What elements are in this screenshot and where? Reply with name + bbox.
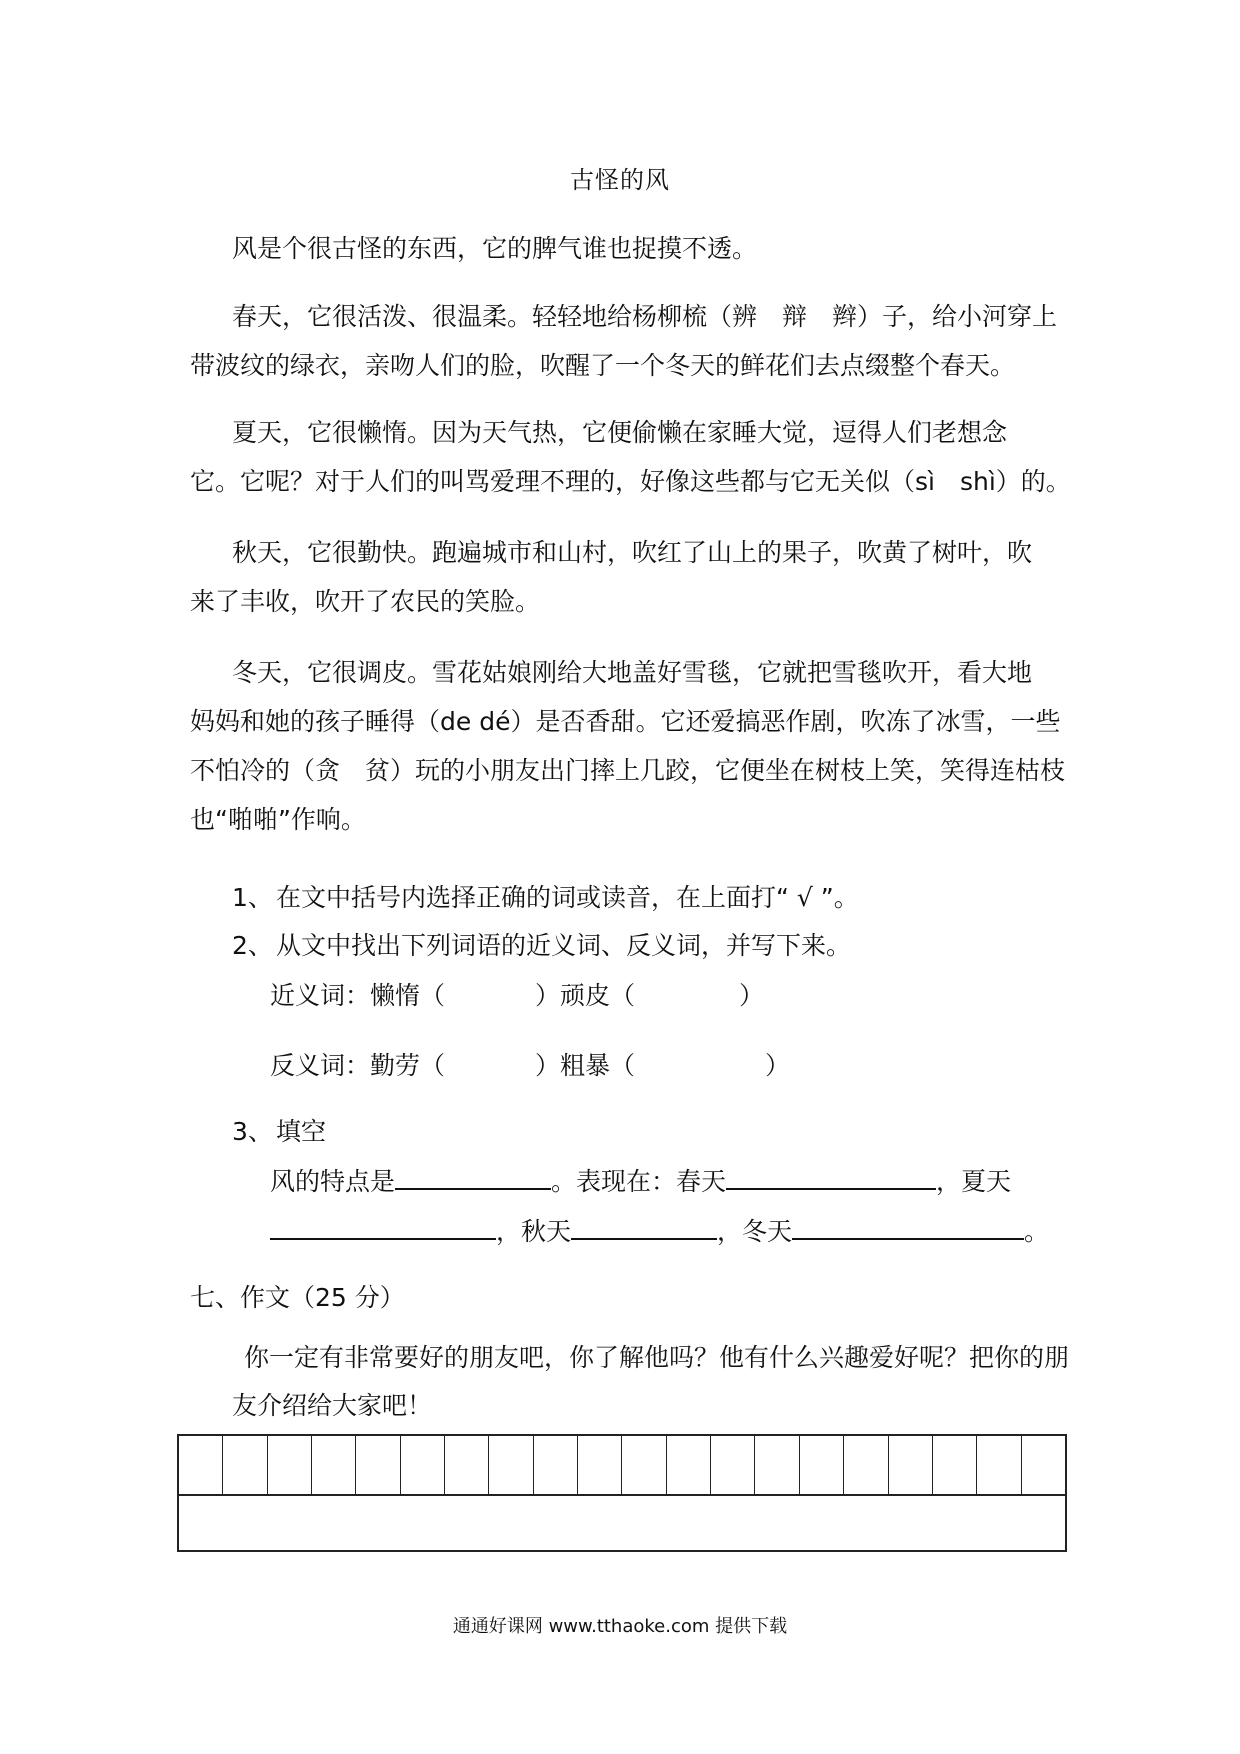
writing-cell[interactable] (268, 1436, 312, 1494)
antonym-mid: ）粗暴（ (535, 1051, 636, 1080)
writing-cell[interactable] (223, 1436, 267, 1494)
paragraph-line: 带波纹的绿衣，亲吻人们的脸，吹醒了一个冬天的鲜花们去点缀整个春天。 (190, 351, 1016, 380)
writing-grid[interactable] (177, 1434, 1067, 1552)
paragraph-line: 它。它呢？对于人们的叫骂爱理不理的，好像这些都与它无关似（sì shì）的。 (190, 467, 1071, 496)
fill-blank[interactable] (395, 1162, 551, 1190)
synonym-end: ） (739, 981, 765, 1010)
question-number: 1、 (232, 883, 273, 912)
fill-text: ，冬天 (717, 1217, 793, 1246)
writing-cell[interactable] (977, 1436, 1021, 1494)
paragraph-line: 秋天，它很勤快。跑遍城市和山村，吹红了山上的果子，吹黄了树叶，吹 (232, 538, 1033, 567)
fill-blank[interactable] (270, 1212, 496, 1240)
fill-blank[interactable] (571, 1212, 717, 1240)
fill-row-1 (270, 1162, 1011, 1198)
paragraph-line: 夏天，它很懒惰。因为天气热，它便偷懒在家睡大觉，逗得人们老想念 (232, 418, 1008, 447)
writing-cell[interactable] (489, 1436, 533, 1494)
writing-cell[interactable] (534, 1436, 578, 1494)
essay-prompt (232, 1334, 1072, 1430)
fill-blank[interactable] (792, 1212, 1024, 1240)
fill-row-2 (270, 1212, 1049, 1248)
paragraph-4 (190, 528, 1070, 626)
fill-text: ，秋天 (496, 1217, 572, 1246)
synonym-mid: ）顽皮（ (535, 981, 636, 1010)
question-text: 填空 (276, 1117, 327, 1146)
fill-text: 风的特点是 (270, 1167, 396, 1196)
paragraph-line: 不怕冷的（贪 贫）玩的小朋友出门摔上几跤，它便坐在树枝上笑，笑得连枯枝 (190, 756, 1066, 785)
writing-cell[interactable] (755, 1436, 799, 1494)
passage-title: 古怪的风 (570, 166, 670, 194)
question-number: 3、 (232, 1117, 273, 1146)
fill-blank[interactable] (726, 1162, 936, 1190)
writing-cell[interactable] (800, 1436, 844, 1494)
paragraph-line: 来了丰收，吹开了农民的笑脸。 (190, 587, 541, 616)
question-2 (232, 926, 851, 962)
question-3 (232, 1112, 326, 1148)
writing-cell[interactable] (889, 1436, 933, 1494)
antonym-row (270, 1046, 790, 1082)
synonym-row (270, 976, 764, 1012)
writing-cell[interactable] (622, 1436, 666, 1494)
writing-cell[interactable] (179, 1436, 223, 1494)
fill-text: 。 (1024, 1217, 1050, 1246)
writing-cell[interactable] (578, 1436, 622, 1494)
paragraph-3 (190, 408, 1070, 506)
paragraph-line: 也“啪啪”作响。 (190, 805, 366, 834)
writing-cell[interactable] (401, 1436, 445, 1494)
question-text: 在文中括号内选择正确的词或读音，在上面打“ √ ”。 (276, 883, 859, 912)
essay-prompt-line: 你一定有非常要好的朋友吧，你了解他吗？他有什么兴趣爱好呢？把你的朋 (244, 1343, 1070, 1372)
question-number: 2、 (232, 931, 273, 960)
writing-grid-row (179, 1436, 1065, 1496)
page-footer: 通通好课网 www.tthaoke.com 提供下载 (452, 1616, 788, 1637)
writing-cell[interactable] (933, 1436, 977, 1494)
writing-cell[interactable] (445, 1436, 489, 1494)
writing-cell[interactable] (356, 1436, 400, 1494)
paragraph-line: 春天，它很活泼、很温柔。轻轻地给杨柳梳（辨 辩 辫）子，给小河穿上 (232, 302, 1058, 331)
writing-cell[interactable] (844, 1436, 888, 1494)
paragraph-1 (190, 224, 1070, 273)
writing-cell[interactable] (312, 1436, 356, 1494)
synonym-label: 近义词：懒惰（ (270, 981, 446, 1010)
antonym-label: 反义词：勤劳（ (270, 1051, 446, 1080)
fill-text: ，夏天 (936, 1167, 1012, 1196)
paragraph-line: 风是个很古怪的东西，它的脾气谁也捉摸不透。 (232, 234, 758, 263)
writing-cell[interactable] (1022, 1436, 1065, 1494)
paragraph-line: 冬天，它很调皮。雪花姑娘刚给大地盖好雪毯，它就把雪毯吹开，看大地 (232, 658, 1033, 687)
writing-cell[interactable] (711, 1436, 755, 1494)
writing-cell[interactable] (667, 1436, 711, 1494)
essay-prompt-line: 友介绍给大家吧！ (232, 1391, 433, 1420)
essay-section-title: 七、作文（25 分） (190, 1283, 405, 1312)
fill-text: 。表现在：春天 (551, 1167, 727, 1196)
question-1 (232, 878, 859, 914)
antonym-end: ） (765, 1051, 791, 1080)
question-text: 从文中找出下列词语的近义词、反义词，并写下来。 (276, 931, 852, 960)
paragraph-line: 妈妈和她的孩子睡得（de dé）是否香甜。它还爱搞恶作剧，吹冻了冰雪，一些 (190, 707, 1061, 736)
paragraph-2 (190, 292, 1070, 390)
paragraph-5 (190, 648, 1070, 844)
